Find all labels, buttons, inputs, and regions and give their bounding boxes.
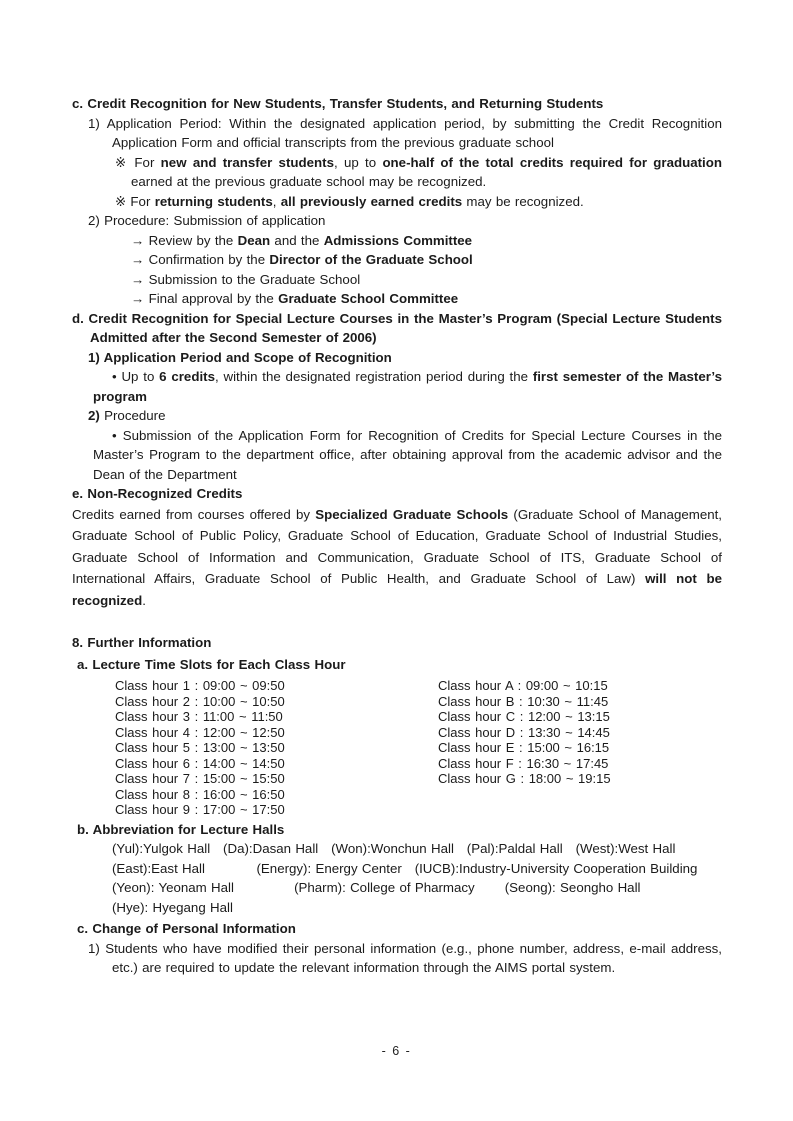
class-hour-row: Class hour C : 12:00 ~ 13:15 (438, 709, 610, 725)
arrow-confirmation-director: → Confirmation by the Director of the Graduate School (131, 252, 473, 267)
class-hour-row: Class hour 2 : 10:00 ~ 10:50 (115, 693, 285, 709)
arrow-final-approval-committee: → Final approval by the Graduate School Committee (131, 291, 459, 306)
class-hour-row: Class hour F : 16:30 ~ 17:45 (438, 755, 609, 771)
class-hour-row: Class hour 5 : 13:00 ~ 13:50 (115, 740, 285, 756)
class-hour-row: Class hour E : 15:00 ~ 16:15 (438, 740, 610, 756)
class-hour-row: Class hour 8 : 16:00 ~ 16:50 (115, 786, 285, 802)
note-returning-students: ※ For returning students, all previously earned credits may be recognized. (115, 193, 584, 209)
note-new-transfer-students: ※ For new and transfer students, up to one-half of the total credits required for graduation earned at the previous graduate school may be recognized. (115, 154, 722, 189)
section-e-heading: e. Non-Recognized Credits (72, 486, 243, 501)
class-hour-columns (115, 678, 722, 818)
class-hour-row: Class hour A : 09:00 ~ 10:15 (438, 678, 608, 694)
hall-abbreviation-line-3: (Yeon): Yeonam Hall (Pharm): College of Pharmacy (Seong): Seongho Hall (112, 880, 641, 896)
hall-abbreviation-line-1: (Yul):Yulgok Hall (Da):Dasan Hall (Won):Wonchun Hall (Pal):Paldal Hall (West):West Hall (112, 841, 676, 857)
class-hour-row: Class hour G : 18:00 ~ 19:15 (438, 771, 611, 787)
class-hour-column (438, 678, 722, 818)
page-number: - 6 - (381, 1044, 412, 1058)
item-c2-procedure: 2) Procedure: Submission of application (88, 213, 326, 228)
class-hour-row: Class hour 3 : 11:00 ~ 11:50 (115, 709, 283, 725)
section-d-heading: d. Credit Recognition for Special Lecture Courses in the Master’s Program (Special Lecture Students Admitted after the Second Semester of 2006) (72, 310, 722, 345)
subsection-a-heading: a. Lecture Time Slots for Each Class Hour (77, 656, 346, 672)
subsection-b-heading: b. Abbreviation for Lecture Halls (77, 821, 285, 837)
bullet-up-to-6-credits: • Up to 6 credits, within the designated registration period during the first semester of the Master’s program (93, 369, 722, 404)
class-hour-column (115, 678, 438, 818)
paragraph-non-recognized-credits: Credits earned from courses offered by Specialized Graduate Schools (Graduate School of Management, Graduate School of Public Policy, Graduate School of Education, Graduate School of Industrial Studies, Graduate School of Information and Communication, Graduate School of ITS, Graduate School of International Affairs, Graduate School of Public Health, and Graduate School of Law) will not be recognized. (72, 506, 723, 608)
arrow-review-dean: → Review by the Dean and the Admissions Committee (131, 232, 473, 248)
class-hour-row: Class hour 6 : 14:00 ~ 14:50 (115, 755, 285, 771)
class-hour-row: Class hour 7 : 15:00 ~ 15:50 (115, 771, 285, 787)
section-c-heading: c. Credit Recognition for New Students, Transfer Students, and Returning Students (72, 96, 604, 111)
subsection-c-heading: c. Change of Personal Information (77, 921, 296, 937)
arrow-submission-graduate-school: → Submission to the Graduate School (131, 271, 361, 287)
item-change-personal-info: 1) Students who have modified their personal information (e.g., phone number, address, e-mail address, etc.) are required to update the relevant information through the AIMS portal system. (88, 940, 722, 976)
bullet-submission-application-form: • Submission of the Application Form for Recognition of Credits for Special Lecture Courses in the Master’s Program to the department office, after obtaining approval from the academic advisor and the Dean of the Department (93, 427, 722, 482)
document-body (72, 94, 722, 978)
hall-abbreviation-line-2: (East):East Hall (Energy): Energy Center (IUCB):Industry-University Cooperation Building (112, 860, 698, 876)
class-hour-row: Class hour D : 13:30 ~ 14:45 (438, 724, 610, 740)
class-hour-row: Class hour B : 10:30 ~ 11:45 (438, 693, 609, 709)
item-c1-application-period: 1) Application Period: Within the designated application period, by submitting the Credit Recognition Application Form and official transcripts from the previous graduate school (88, 115, 722, 150)
class-hour-row: Class hour 9 : 17:00 ~ 17:50 (115, 802, 285, 818)
item-d2-procedure: 2) Procedure (88, 408, 166, 423)
item-d1-application-period-heading: 1) Application Period and Scope of Recognition (88, 349, 392, 365)
hall-abbreviation-line-4: (Hye): Hyegang Hall (112, 899, 233, 915)
section-8-heading: 8. Further Information (72, 635, 212, 651)
class-hour-row: Class hour 1 : 09:00 ~ 09:50 (115, 678, 285, 694)
class-hour-row: Class hour 4 : 12:00 ~ 12:50 (115, 724, 285, 740)
